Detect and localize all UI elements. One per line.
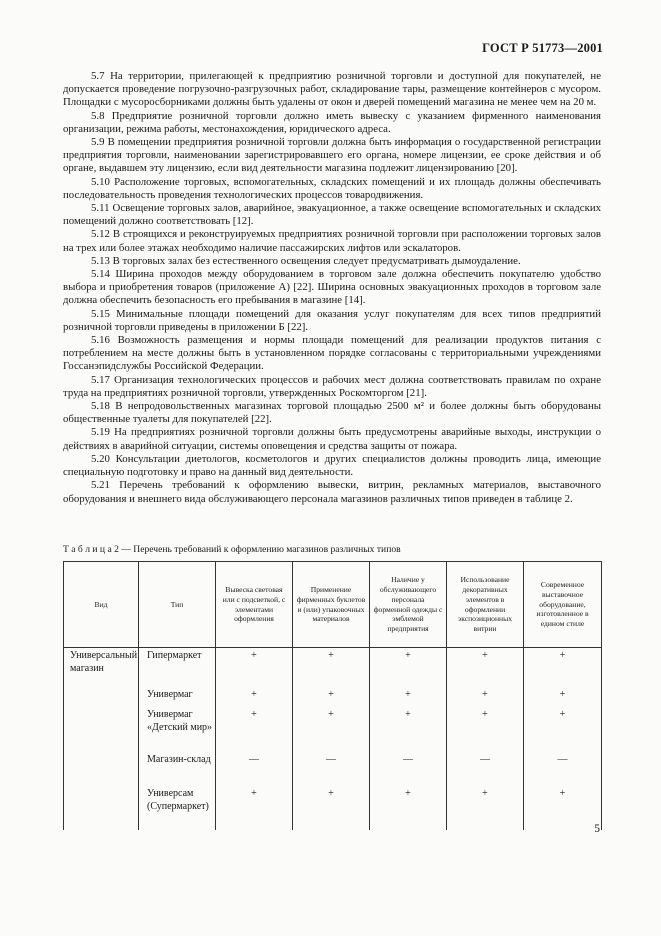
paragraph: 5.9 В помещении предприятия розничной торговли должна быть информация о государственной регистрации предприятия торговли, наименовании зарегистрировавшего его органа, номере лицензии, ее сроке действия и об органе, выдавшем эту лицензию, если вид деятельности магазина подлежит лицензированию [20]. xyxy=(63,136,601,175)
cell-mark: + xyxy=(293,786,370,830)
cell-mark: + xyxy=(370,648,447,688)
cell-mark: + xyxy=(293,648,370,688)
paragraph: 5.21 Перечень требований к оформлению вывески, витрин, рекламных материалов, выставочного оборудования и внешнего вида обслуживающего персонала магазинов различных типов приведен в таблице 2. xyxy=(63,479,601,505)
cell-mark: + xyxy=(524,786,602,830)
cell-type: Магазин-склад xyxy=(139,752,216,786)
cell-mark: + xyxy=(216,707,293,752)
table-row xyxy=(64,752,602,786)
cell-mark: + xyxy=(447,786,524,830)
cell-mark: + xyxy=(447,707,524,752)
paragraph: 5.20 Консультации диетологов, косметологов и других специалистов должны проводить лица, имеющие специальную подготовку и право на данный вид деятельности. xyxy=(63,452,601,479)
cell-mark: + xyxy=(293,707,370,752)
standard-code: ГОСТ Р 51773—2001 xyxy=(482,41,603,55)
requirements-table xyxy=(63,561,602,830)
paragraph: 5.15 Минимальные площади помещений для оказания услуг покупателям для всех типов предприятий розничной торговли приведены в приложении Б [22]. xyxy=(63,307,601,333)
paragraph: 5.11 Освещение торговых залов, аварийное, эвакуационное, а также освещение вспомогательных и складских помещений должно соответствовать [12]. xyxy=(63,202,601,228)
page-number: 5 xyxy=(594,823,600,835)
column-header-equipment: Современное выставочное оборудование, изготовленное в едином стиле xyxy=(524,562,602,648)
body-text xyxy=(63,70,601,506)
table-header-row xyxy=(64,562,602,648)
column-header-decor: Использование декоративных элементов в оформлении экспозиционных витрин xyxy=(447,562,524,648)
column-header-uniform: Наличие у обслуживающего персонала форменной одежды с эмблемой предприятия xyxy=(370,562,447,648)
cell-type: Универмаг «Детский мир» xyxy=(139,707,216,752)
cell-mark: — xyxy=(370,752,447,786)
cell-type: Универмаг xyxy=(139,687,216,707)
cell-mark: + xyxy=(524,648,602,688)
paragraph: 5.18 В непродовольственных магазинах торговой площадью 2500 м² и более должны быть оборудованы общественные туалеты для покупателей [22]. xyxy=(63,400,601,426)
paragraph: 5.8 Предприятие розничной торговли должно иметь вывеску с указанием фирменного наименования организации, режима работы, местонахождения, юридического адреса. xyxy=(63,109,601,135)
paragraph: 5.7 На территории, прилегающей к предприятию розничной торговли и доступной для покупателей, не допускается проведение погрузочно-разгрузочных работ, складирование тары, размещение контейнеров с мусором. Площадки с мусоросборниками должны быть удалены от окон и дверей помещений магазина не менее чем на 20 м. xyxy=(63,70,601,109)
cell-mark: — xyxy=(216,752,293,786)
cell-mark: — xyxy=(524,752,602,786)
cell-type: Гипермаркет xyxy=(139,648,216,688)
cell-mark: + xyxy=(216,786,293,830)
table-row xyxy=(64,786,602,830)
table-row xyxy=(64,707,602,752)
cell-mark: + xyxy=(216,648,293,688)
column-header-booklets: Применение фирменных буклетов и (или) упаковочных материалов xyxy=(293,562,370,648)
paragraph: 5.17 Организация технологических процессов и рабочих мест должна соответствовать правилам по охране труда на предприятиях розничной торговли, утвержденных Роскомторгом [21]. xyxy=(63,373,601,399)
cell-type: Универсам (Супермаркет) xyxy=(139,786,216,830)
column-header-type: Тип xyxy=(139,562,216,648)
cell-mark: + xyxy=(447,648,524,688)
cell-mark: — xyxy=(447,752,524,786)
cell-mark: + xyxy=(370,707,447,752)
column-header-kind: Вид xyxy=(64,562,139,648)
cell-mark: — xyxy=(293,752,370,786)
paragraph: 5.13 В торговых залах без естественного освещения следует предусматривать дымоудаление. xyxy=(91,254,521,267)
column-header-signboard: Вывеска световая или с подсветкой, с элементами оформления xyxy=(216,562,293,648)
paragraph: 5.16 Возможность размещения и нормы площади помещений для реализации продуктов питания с потреблением на месте должны быть в установленном порядке согласованы с территориальными учреждениями Госсанэпидслужбы Российской Федерации. xyxy=(63,334,601,373)
table-row xyxy=(64,687,602,707)
cell-mark: + xyxy=(447,687,524,707)
paragraph: 5.19 На предприятиях розничной торговли должны быть предусмотрены аварийные выходы, инструкции о действиях в аварийной ситуации, системы оповещения и средства защиты от пожара. xyxy=(63,426,601,452)
paragraph: 5.12 В строящихся и реконструируемых предприятиях розничной торговли при расположении торговых залов на трех или более этажах необходимо наличие пассажирских лифтов или эскалаторов. xyxy=(63,228,601,254)
cell-mark: + xyxy=(293,687,370,707)
paragraph: 5.14 Ширина проходов между оборудованием в торговом зале должна обеспечить покупателю удобство выбора и приобретения товаров (приложение А) [22]. Ширина основных эвакуационных проходов в торговом зале должна обеспечить безопасность его пребывания в магазине [14]. xyxy=(63,268,601,307)
cell-kind: Универсальный магазин xyxy=(64,648,139,831)
table-caption: Т а б л и ц а 2 — Перечень требований к оформлению магазинов различных типов xyxy=(63,544,401,555)
table-row xyxy=(64,648,602,688)
paragraph: 5.10 Расположение торговых, вспомогательных, складских помещений и их площадь должны обеспечивать последовательность проведения технологических процессов товародвижения. xyxy=(63,175,601,201)
cell-mark: + xyxy=(524,707,602,752)
cell-mark: + xyxy=(524,687,602,707)
cell-mark: + xyxy=(370,687,447,707)
cell-mark: + xyxy=(216,687,293,707)
cell-mark: + xyxy=(370,786,447,830)
